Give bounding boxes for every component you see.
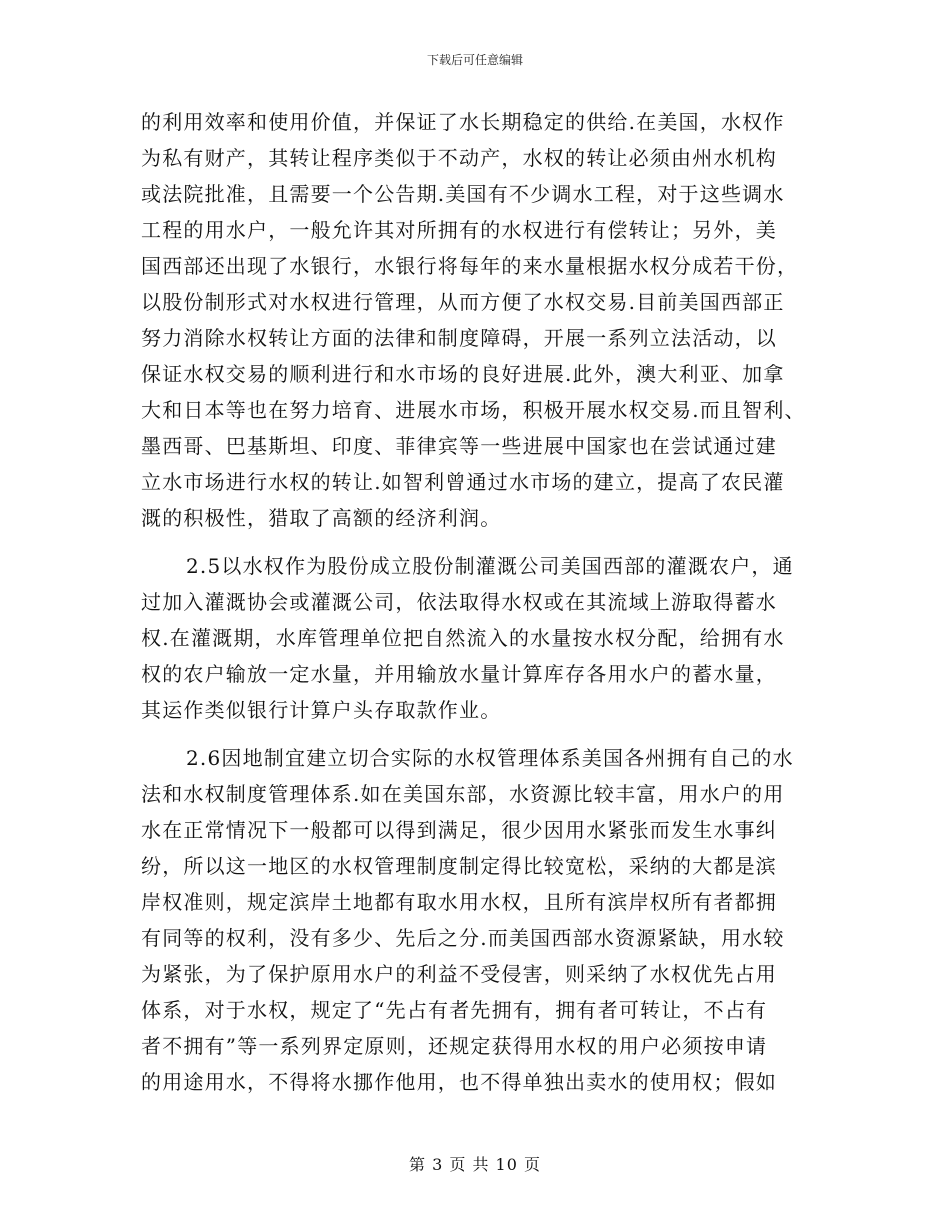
text-line: 大和日本等也在努力培育、进展水市场，积极开展水权交易.而且智利、 — [141, 398, 806, 422]
text-line: 权的农户输放一定水量，并用输放水量计算库存各用水户的蓄水量， — [141, 662, 777, 686]
text-line: 为私有财产，其转让程序类似于不动产，水权的转让必须由州水机构 — [141, 146, 777, 170]
text-line: 立水市场进行水权的转让.如智利曾通过水市场的建立，提高了农民灌 — [141, 470, 785, 494]
text-line: 权.在灌溉期，水库管理单位把自然流入的水量按水权分配，给拥有水 — [141, 626, 785, 650]
text-line: 或法院批准，且需要一个公告期.美国有不少调水工程，对于这些调水 — [141, 182, 785, 206]
text-line: 有同等的权利，没有多少、先后之分.而美国西部水资源紧缺，用水较 — [141, 926, 785, 950]
text-line: 体系，对于水权，规定了“先占有者先拥有，拥有者可转让，不占有 — [141, 998, 768, 1022]
text-line: 以股份制形式对水权进行管理，从而方便了水权交易.目前美国西部正 — [141, 290, 785, 314]
text-line: 溉的积极性，猎取了高额的经济利润。 — [141, 506, 502, 530]
text-line: 国西部还出现了水银行，水银行将每年的来水量根据水权分成若干份， — [141, 254, 799, 278]
text-line: 墨西哥、巴基斯坦、印度、菲律宾等一些进展中国家也在尝试通过建 — [141, 434, 777, 458]
text-line: 的用途用水，不得将水挪作他用，也不得单独出卖水的使用权；假如 — [141, 1070, 777, 1094]
text-line: 水在正常情况下一般都可以得到满足，很少因用水紧张而发生水事纠 — [141, 818, 777, 842]
page-number-footer: 第 3 页 共 10 页 — [409, 1155, 541, 1174]
section-heading-line: 2.5以水权作为股份成立股份制灌溉公司美国西部的灌溉农户，通 — [186, 554, 794, 578]
text-line: 保证水权交易的顺利进行和水市场的良好进展.此外，澳大利亚、加拿 — [141, 362, 785, 386]
text-line: 过加入灌溉协会或灌溉公司，依法取得水权或在其流域上游取得蓄水 — [141, 590, 777, 614]
text-line: 工程的用水户，一般允许其对所拥有的水权进行有偿转让；另外，美 — [141, 218, 777, 242]
text-line: 纷，所以这一地区的水权管理制度制定得比较宽松，采纳的大都是滨 — [141, 854, 777, 878]
page-header: 下载后可任意编辑 — [426, 53, 523, 67]
section-heading-line: 2.6因地制宜建立切合实际的水权管理体系美国各州拥有自己的水 — [186, 746, 794, 770]
text-line: 努力消除水权转让方面的法律和制度障碍，开展一系列立法活动，以 — [141, 326, 777, 350]
text-line: 岸权准则，规定滨岸土地都有取水用水权，且所有滨岸权所有者都拥 — [141, 890, 777, 914]
text-line: 为紧张，为了保护原用水户的利益不受侵害，则采纳了水权优先占用 — [141, 962, 777, 986]
text-line: 其运作类似银行计算户头存取款作业。 — [141, 698, 502, 722]
text-line: 的利用效率和使用价值，并保证了水长期稳定的供给.在美国，水权作 — [141, 110, 785, 134]
text-line: 者不拥有”等一系列界定原则，还规定获得用水权的用户必须按申请 — [141, 1034, 768, 1058]
text-line: 法和水权制度管理体系.如在美国东部，水资源比较丰富，用水户的用 — [141, 782, 785, 806]
